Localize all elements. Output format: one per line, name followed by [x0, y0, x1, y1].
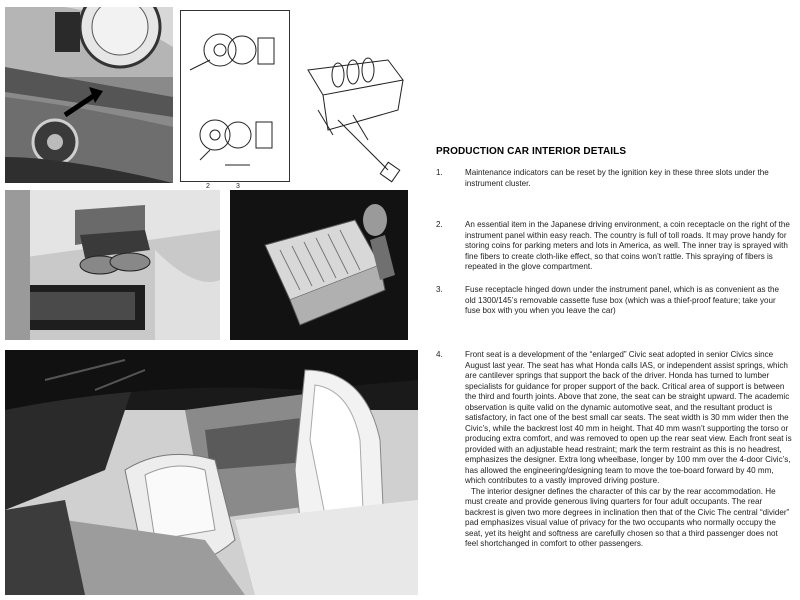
figure-number: 2 — [206, 183, 210, 190]
item-number: 4. — [436, 350, 443, 359]
instrument-cluster-photo — [5, 7, 173, 183]
page-title: PRODUCTION CAR INTERIOR DETAILS — [436, 146, 627, 157]
list-item — [436, 285, 792, 317]
fuse-box-photo — [230, 190, 408, 340]
item-text: Maintenance indicators can be reset by the ignition key in these three slots under the instrument cluster. — [465, 168, 769, 188]
item-text: Fuse receptacle hinged down under the instrument panel, which is as convenient as the old 1300/145’s removable cassette fuse box (which was a thief-proof feature; take your fuse box with you when you leave the car) — [465, 285, 780, 315]
list-item — [436, 220, 792, 273]
item-text: The interior designer defines the character of this car by the rear accommodation. He must create and provide generous living quarters for four adult occupants. The rear backrest is given two more degrees in inclination then that of the Civic The central “divider” pad emphasizes visual value of privacy for the two occupants who normally occupy the seat, yet its height and softness are carefully chosen so that a third passenger does not feel shortchanged in comfort to other passengers. — [465, 486, 790, 548]
figure-number: 3 — [236, 183, 240, 190]
key-slot-diagram — [298, 40, 408, 185]
list-item — [436, 350, 792, 550]
list-item — [436, 168, 792, 189]
item-number: 2. — [436, 220, 443, 229]
coin-receptacle-photo — [5, 190, 220, 340]
item-number: 1. — [436, 168, 443, 177]
maintenance-reset-diagram — [180, 10, 290, 182]
item-number: 3. — [436, 285, 443, 294]
item-text: Front seat is a development of the “enlarged” Civic seat adopted in senior Civics since August last year. The seat has what Honda calls IAS, or independent assist springs, which are cantilever springs that support the back of the driver. Honda has turned to lumber specialists for guidance for proper support of the back. Critical area of support is between the third and fourth joints. Above that zone, the seat can be straight upward. The academic observation is quite valid on the dynamic automotive seat, and the resultant product is satisfactory, in fact one of the best small car seats. The seat width is 30 mm wider then the Civic’s, while the backrest lost 40 mm in height. That 40 mm wasn’t supporting the torso or producing extra comfort, and was removed to open up the rear seat view. Each front seat is provided with an adjustable head restraint; mark the term restraint as this is no headrest, emphasizes the designer. Extra long wheelbase, longer by 100 mm over the 4-door Civic’s, has allowed the engineering/designing team to move the toe-board forward by 40 mm, which contributes to a vastly improved driving posture. — [465, 350, 792, 485]
item-text: An essential item in the Japanese driving environment, a coin receptacle on the right of the instrument panel within easy reach. The country is full of toll roads. It may prove handy for storing coins for parking meters and lots in America, as well. The inner tray is sprayed with fine fibers to create cloth-like effect, so that coins won’t rattle. This spraying of fibers is repeated in the glove compartment. — [465, 220, 790, 271]
front-seat-interior-photo — [5, 350, 418, 595]
